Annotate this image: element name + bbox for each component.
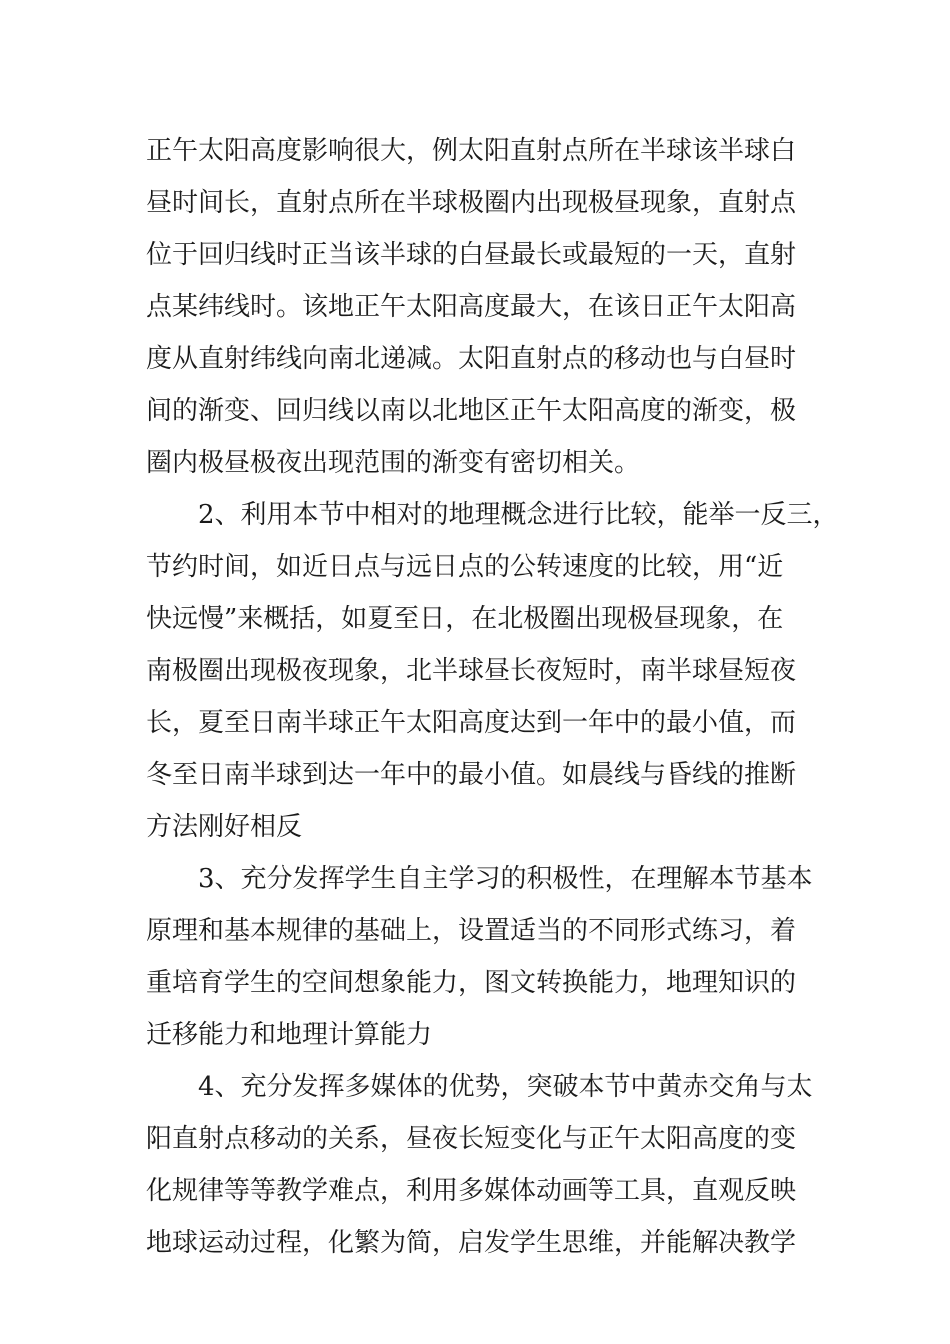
text-line: 快远慢”来概括，如夏至日，在北极圈出现极昼现象，在 bbox=[146, 604, 784, 634]
text-line: 正午太阳高度影响很大，例太阳直射点所在半球该半球白 bbox=[146, 136, 797, 166]
text-line: 点某纬线时。该地正午太阳高度最大，在该日正午太阳高 bbox=[146, 292, 797, 322]
body-text bbox=[146, 125, 839, 1269]
text-line: 圈内极昼极夜出现范围的渐变有密切相关。 bbox=[146, 448, 641, 478]
paragraph-2-start: 2、利用本节中相对的地理概念进行比较，能举一反三， bbox=[198, 500, 839, 530]
text-line: 位于回归线时正当该半球的白昼最长或最短的一天，直射 bbox=[146, 240, 797, 270]
text-line: 地球运动过程，化繁为简，启发学生思维，并能解决教学 bbox=[146, 1228, 797, 1258]
text-line: 节约时间，如近日点与远日点的公转速度的比较，用“近 bbox=[146, 552, 784, 582]
text-line: 阳直射点移动的关系，昼夜长短变化与正午太阳高度的变 bbox=[146, 1124, 797, 1154]
text-line: 长，夏至日南半球正午太阳高度达到一年中的最小值，而 bbox=[146, 708, 797, 738]
text-line: 冬至日南半球到达一年中的最小值。如晨线与昏线的推断 bbox=[146, 760, 797, 790]
text-line: 迁移能力和地理计算能力 bbox=[146, 1020, 433, 1050]
text-line: 度从直射纬线向南北递减。太阳直射点的移动也与白昼时 bbox=[146, 344, 797, 374]
text-line: 重培育学生的空间想象能力，图文转换能力，地理知识的 bbox=[146, 968, 797, 998]
paragraph-3-start: 3、充分发挥学生自主学习的积极性，在理解本节基本 bbox=[198, 864, 813, 894]
text-line: 昼时间长，直射点所在半球极圈内出现极昼现象，直射点 bbox=[146, 188, 797, 218]
text-line: 间的渐变、回归线以南以北地区正午太阳高度的渐变，极 bbox=[146, 396, 797, 426]
text-line: 化规律等等教学难点，利用多媒体动画等工具，直观反映 bbox=[146, 1176, 797, 1206]
text-line: 南极圈出现极夜现象，北半球昼长夜短时，南半球昼短夜 bbox=[146, 656, 797, 686]
text-line: 方法刚好相反 bbox=[146, 812, 303, 842]
paragraph-4-start: 4、充分发挥多媒体的优势，突破本节中黄赤交角与太 bbox=[198, 1072, 813, 1102]
text-line: 原理和基本规律的基础上，设置适当的不同形式练习，着 bbox=[146, 916, 797, 946]
